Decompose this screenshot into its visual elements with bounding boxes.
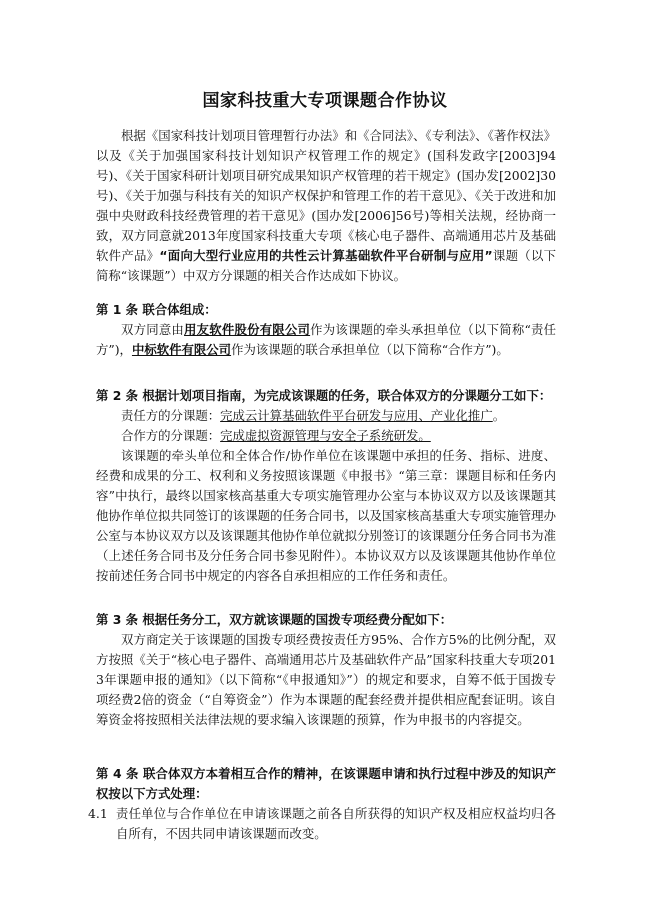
article-2-heading: 第 2 条 根据计划项目指南，为完成该课题的任务，联合体双方的分课题分工如下： <box>96 388 552 403</box>
partner-subtask-value: 完成虚拟资源管理与安全子系统研发。 <box>220 428 431 443</box>
project-title-bold: “面向大型行业应用的共性云计算基础软件平台研制与应用” <box>159 248 493 263</box>
article-3 <box>96 610 556 730</box>
responsible-subtask-value: 完成云计算基础软件平台研发与应用、产业化推广 <box>220 408 493 423</box>
clause-text: 责任单位与合作单位在申请该课题之前各自所获得的知识产权及相应权益均归各自所有，不因共同申请该课题而改变。 <box>116 806 556 841</box>
responsible-subtask-end: 。 <box>492 408 506 423</box>
preamble-paragraph <box>96 126 556 286</box>
article-1 <box>96 300 556 360</box>
lead-company-name: 用友软件股份有限公司 <box>184 322 311 337</box>
partner-subtask-line <box>96 426 556 446</box>
preamble <box>96 126 556 286</box>
responsible-subtask-label: 责任方的分课题： <box>121 408 221 423</box>
clause-number: 4.1 <box>88 806 108 821</box>
article-4 <box>88 764 556 844</box>
document-title: 国家科技重大专项课题合作协议 <box>202 91 448 111</box>
article-1-text-2: 作为该课题的牵头承担单位（以下简称“责任方”)， <box>96 322 557 357</box>
article-3-body: 双方商定关于该课题的国拨专项经费按责任方95%、合作方5%的比例分配，双方按照《关于“核心电子器件、高端通用芯片及基础软件产品”国家科技重大专项2013年课题申报的通知》（以下简称“《申报通知》”）的规定和要求，自筹不低于国拨专项经费2倍的资金（“自筹资金”）作为本课题的配套经费并提供相应配套证明。该自筹资金将按照相关法律法规的要求编入该课题的预算，作为申报书的内容提交。 <box>96 632 556 727</box>
article-4-heading: 第 4 条 联合体双方本着相互合作的精神，在该课题申请和执行过程中涉及的知识产权按以下方式处理： <box>96 766 556 801</box>
article-3-heading: 第 3 条 根据任务分工，双方就该课题的国拨专项经费分配如下： <box>96 612 453 627</box>
clause-4-1 <box>88 804 556 844</box>
article-1-text-3: 作为该课题的联合承担单位（以下简称“合作方”)。 <box>231 342 509 357</box>
partner-company-name: 中标软件有限公司 <box>131 342 232 357</box>
article-2-body: 该课题的牵头单位和全体合作/协作单位在该课题中承担的任务、指标、进度、经费和成果的分工、权利和义务按照该课题《申报书》“第三章：课题目标和任务内容”中执行，最终以国家核高基重大专项实施管理办公室与本协议双方以及该课题其他协作单位拟共同签订的该课题的任务合同书，以及国家核高基重大专项实施管理办公室与本协议双方以及该课题其他协作单位就拟分别签订的该课题分任务合同书为准（上述任务合同书及分任务合同书参见附件）。本协议双方以及该课题其他协作单位按前述任务合同书中规定的内容各自承担相应的工作任务和责任。 <box>96 448 556 583</box>
responsible-subtask-line <box>96 406 556 426</box>
article-1-body <box>96 320 556 360</box>
preamble-text-1: 根据《国家科技计划项目管理暂行办法》和《合同法》、《专利法》、《著作权法》以及《关于加强国家科技计划知识产权管理工作的规定》(国科发政字[2003]94号)、《关于国家科研计划项目研究成果知识产权管理的若干规定》(国办发[2002]30号)、《关于加强与科技有关的知识产权保护和管理工作的若干意见》、《关于改进和加强中央财政科技经费管理的若干意见》(国办发[2006]56号)等相关法规，经协商一致，双方同意就2013年度国家科技重大专项《核心电子器件、高端通用芯片及基础软件产品》 <box>96 128 556 263</box>
article-2 <box>96 386 556 586</box>
preamble-text-2: 课题（以下简称“该课题”）中双方分课题的相关合作达成如下协议。 <box>96 248 557 283</box>
article-1-text-1: 双方同意由 <box>121 322 185 337</box>
article-1-heading: 第 1 条 联合体组成： <box>96 302 217 317</box>
partner-subtask-label: 合作方的分课题： <box>121 428 221 443</box>
